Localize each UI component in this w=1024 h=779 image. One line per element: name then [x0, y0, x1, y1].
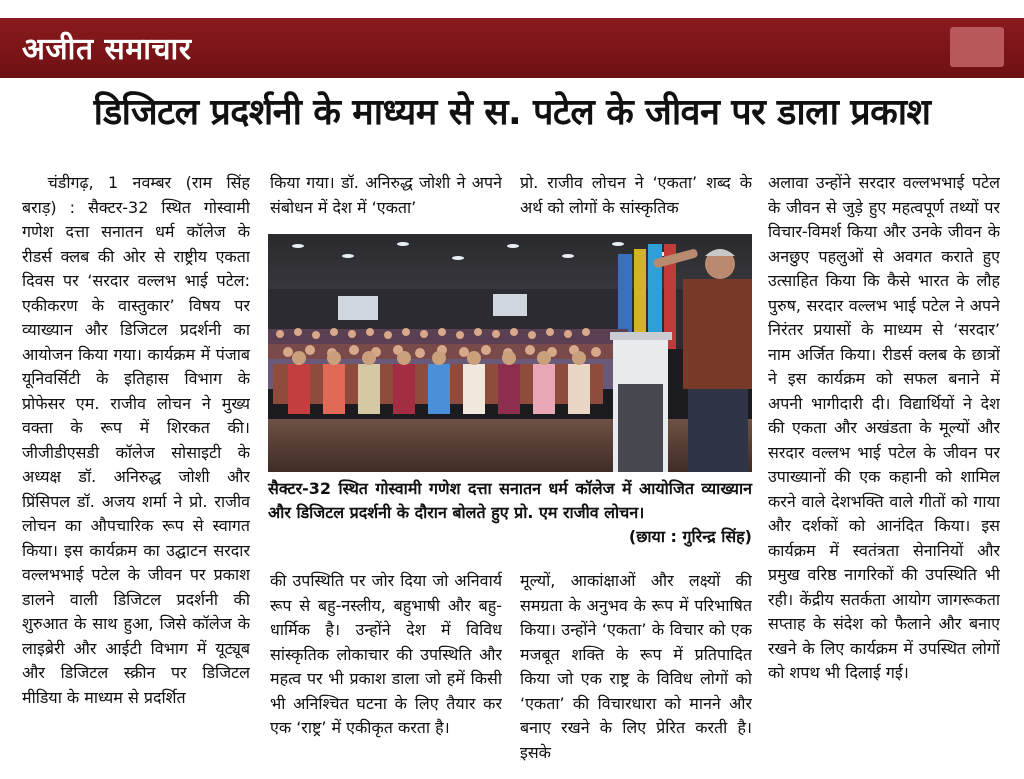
article-headline: डिजिटल प्रदर्शनी के माध्यम से स. पटेल के जीवन पर डाला प्रकाश [93, 92, 931, 133]
article-column-3-bottom: मूल्यों, आकांक्षाओं और लक्ष्यों की समग्रता के अनुभव के रूप में परिभाषित किया। उन्होंने ‘एकता’ के विचार को एक मजबूत शक्ति के रूप में प्रतिपादित किया जो एक राष्ट्र के विविध लोगों को ‘एकता’ की विचारधारा को मानने और बनाए रखने के लिए प्रेरित करती है। इसके [520, 571, 752, 762]
photo-credit: (छाया : गुरिन्द्र सिंह) [628, 527, 752, 546]
caption-text: सैक्टर-32 स्थित गोस्वामी गणेश दत्ता सनातन धर्म कॉलेज में आयोजित व्याख्यान और डिजिटल प्रदर्शनी के दौरान बोलते हुए प्रो. एम राजीव लोचन। [268, 479, 752, 522]
article-column-2-bottom: की उपस्थिति पर जोर दिया जो अनिवार्य रूप से बहु-नस्लीय, बहुभाषी और बहु-धार्मिक है। उन्होंने देश में विविध सांस्कृतिक लोकाचार की उपस्थिति और महत्व पर भी प्रकाश डाला जो हमें किसी भी अनिश्चित घटना के लिए तैयार कर एक ‘राष्ट्र’ में एकीकृत करता है। [270, 571, 502, 737]
masthead-title: अजीत समाचार [22, 32, 192, 67]
article-column-2-top: किया गया। डॉ. अनिरुद्ध जोशी ने अपने संबोधन में देश में ‘एकता’ [270, 173, 502, 217]
article-column-4: अलावा उन्होंने सरदार वल्लभभाई पटेल के जीवन से जुड़े हुए महत्वपूर्ण तथ्यों पर विचार-विमर्श किया और उनके जीवन के अनछुए पहलुओं से अवगत कराते हुए उत्साहित किया कि कैसे भारत के लौह पुरुष, सरदार वल्लभ भाई पटेल ने अपने निरंतर प्रयासों के माध्यम से ‘सरदार’ नाम अर्जित किया। रीडर्स क्लब के छात्रों ने इस कार्यक्रम को सफल बनाने में अपनी भागीदारी दी। विद्यार्थियों ने देश की एकता और अखंडता के मूल्यों और सरदार वल्लभ भाई पटेल के जीवन पर उपाख्यानों की एक कहानी को शामिल करने वाले देशभक्ति वाले गीतों को गाया और दर्शकों को आनंदित किया। इस कार्यक्रम में स्वतंत्रता सेनानियों और प्रमुख वरिष्ठ नागरिकों की उपस्थिति भी रही। केंद्रीय सतर्कता आयोग जागरूकता सप्ताह के संदेश को फैलाने और बनाए रखने के लिए कार्यक्रम में उपस्थित लोगों को शपथ भी दिलाई गई। [768, 173, 1000, 682]
article-column-1: चंडीगढ़, 1 नवम्बर (राम सिंह बराड़) : सैक्टर-32 स्थित गोस्वामी गणेश दत्ता सनातन धर्म कॉलेज के रीडर्स क्लब की ओर से राष्ट्रीय एकता दिवस पर ‘सरदार वल्लभ भाई पटेल: एकीकरण के वास्तुकार’ विषय पर व्याख्यान और डिजिटल प्रदर्शनी का आयोजन किया गया। कार्यक्रम में पंजाब यूनिवर्सिटी के इतिहास विभाग के प्रोफेसर एम. राजीव लोचन ने मुख्य वक्ता के रूप में शिरकत की। जीजीडीएसडी कॉलेज सोसाइटी के अध्यक्ष डॉ. अनिरुद्ध जोशी और प्रिंसिपल डॉ. अजय शर्मा ने प्रो. राजीव लोचन का औपचारिक रूप से स्वागत किया। इस कार्यक्रम का उद्घाटन सरदार वल्लभभाई पटेल के जीवन पर प्रकाश डालने वाली डिजिटल प्रदर्शनी की शुरुआत के साथ हुआ, जिसे कॉलेज के लाइब्रेरी और आईटी विभाग में यूट्यूब और डिजिटल स्क्रीन पर डिजिटल मीडिया के माध्यम से प्रदर्शित [22, 173, 250, 707]
photo-caption [268, 477, 752, 549]
banner-decoration [950, 27, 1004, 67]
article-column-3-top: प्रो. राजीव लोचन ने ‘एकता’ शब्द के अर्थ को लोगों के सांस्कृतिक [520, 173, 752, 217]
event-photo [268, 234, 752, 472]
